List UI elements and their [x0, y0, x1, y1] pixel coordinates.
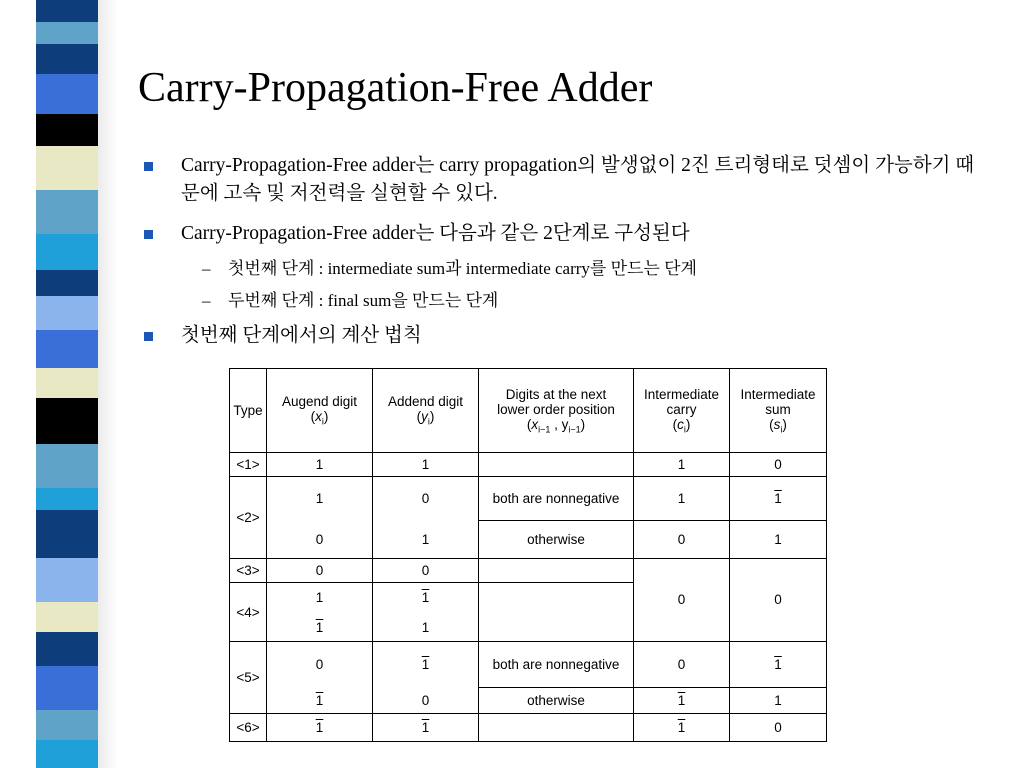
addend-cell: 0: [373, 688, 479, 713]
table-row: [230, 688, 827, 713]
table-row: [230, 713, 827, 741]
header-intermediate-carry: Intermediate carry $(c_i)$: [634, 369, 730, 453]
table-header-row: [230, 369, 827, 453]
sum-cell: 0: [730, 559, 827, 642]
digits-cell: [479, 583, 634, 642]
bullet-marker: [144, 332, 153, 341]
type-cell: <1>: [230, 452, 267, 476]
bullet-item: [181, 322, 991, 350]
sum-cell: 1: [730, 477, 827, 520]
type-cell: <2>: [230, 477, 267, 559]
carry-cell: 1: [634, 452, 730, 476]
augend-cell: 1: [267, 452, 373, 476]
header-type: Type: [230, 369, 267, 453]
sub-bullet-text: 두번째 단계 : final sum을 만드는 단계: [228, 291, 499, 310]
type-cell: <6>: [230, 713, 267, 741]
addend-cell: 0: [373, 477, 479, 520]
addend-cell: 0: [373, 559, 479, 583]
header-intermediate-sum: Intermediate sum $(s_i)$: [730, 369, 827, 453]
augend-cell: 0: [267, 641, 373, 687]
addend-cell: 1: [373, 452, 479, 476]
table-row: [230, 452, 827, 476]
digits-cell: [479, 559, 634, 583]
type-cell: <5>: [230, 641, 267, 713]
digits-cell: [479, 452, 634, 476]
header-addend: Addend digit $(y_i)$: [373, 369, 479, 453]
sum-cell: 0: [730, 713, 827, 741]
addend-cell: 1 1: [373, 583, 479, 642]
addend-cell: 1: [373, 713, 479, 741]
sum-cell: 0: [730, 452, 827, 476]
digits-cell: both are nonnegative: [479, 477, 634, 520]
header-next-digits: Digits at the next lower order position ($x_{i-1}$ , $y_{i-1}$): [479, 369, 634, 453]
bullet-text: Carry-Propagation-Free adder는 다음과 같은 2단계로 구성된다: [181, 223, 690, 244]
sum-cell: 1: [730, 520, 827, 558]
addend-cell: 1: [373, 520, 479, 558]
sub-bullet-item: [202, 289, 499, 313]
carry-cell: 1: [634, 477, 730, 520]
augend-cell: 1: [267, 688, 373, 713]
digits-cell: [479, 713, 634, 741]
augend-cell: 0: [267, 520, 373, 558]
carry-cell: 0: [634, 559, 730, 642]
carry-cell: 1: [634, 713, 730, 741]
carry-cell: 0: [634, 520, 730, 558]
augend-cell: 1: [267, 713, 373, 741]
sub-bullet-dash: –: [202, 259, 211, 278]
augend-cell: 1 1: [267, 583, 373, 642]
sub-bullet-item: [202, 257, 697, 281]
bullet-item: [181, 220, 991, 248]
sub-bullet-dash: –: [202, 291, 211, 310]
decorative-strip: [0, 0, 118, 768]
sub-bullet-text: 첫번째 단계 : intermediate sum과 intermediate carry를 만드는 단계: [228, 259, 697, 278]
table-row: [230, 520, 827, 558]
type-cell: <3>: [230, 559, 267, 583]
carry-cell: 1: [634, 688, 730, 713]
table-row: [230, 559, 827, 583]
bullet-item: [181, 152, 991, 208]
digits-cell: both are nonnegative: [479, 641, 634, 687]
digits-cell: otherwise: [479, 520, 634, 558]
bullet-marker: [144, 230, 153, 239]
augend-cell: 0: [267, 559, 373, 583]
table-row: [230, 477, 827, 520]
addend-cell: 1: [373, 641, 479, 687]
table-row: [230, 641, 827, 687]
slide-title: Carry-Propagation-Free Adder: [138, 65, 653, 111]
augend-cell: 1: [267, 477, 373, 520]
digits-cell: otherwise: [479, 688, 634, 713]
sum-cell: 1: [730, 688, 827, 713]
sum-cell: 1: [730, 641, 827, 687]
decorative-bars: [36, 0, 98, 768]
computation-rule-table: [229, 368, 827, 742]
type-cell: <4>: [230, 583, 267, 642]
carry-cell: 0: [634, 641, 730, 687]
bullet-marker: [144, 162, 153, 171]
header-augend: Augend digit $(x_i)$: [267, 369, 373, 453]
bullet-text: Carry-Propagation-Free adder는 carry propagation의 발생없이 2진 트리형태로 덧셈이 가능하기 때문에 고속 및 저전력을 실현할 수 있다.: [181, 155, 975, 204]
bullet-text: 첫번째 단계에서의 계산 법칙: [181, 325, 422, 346]
